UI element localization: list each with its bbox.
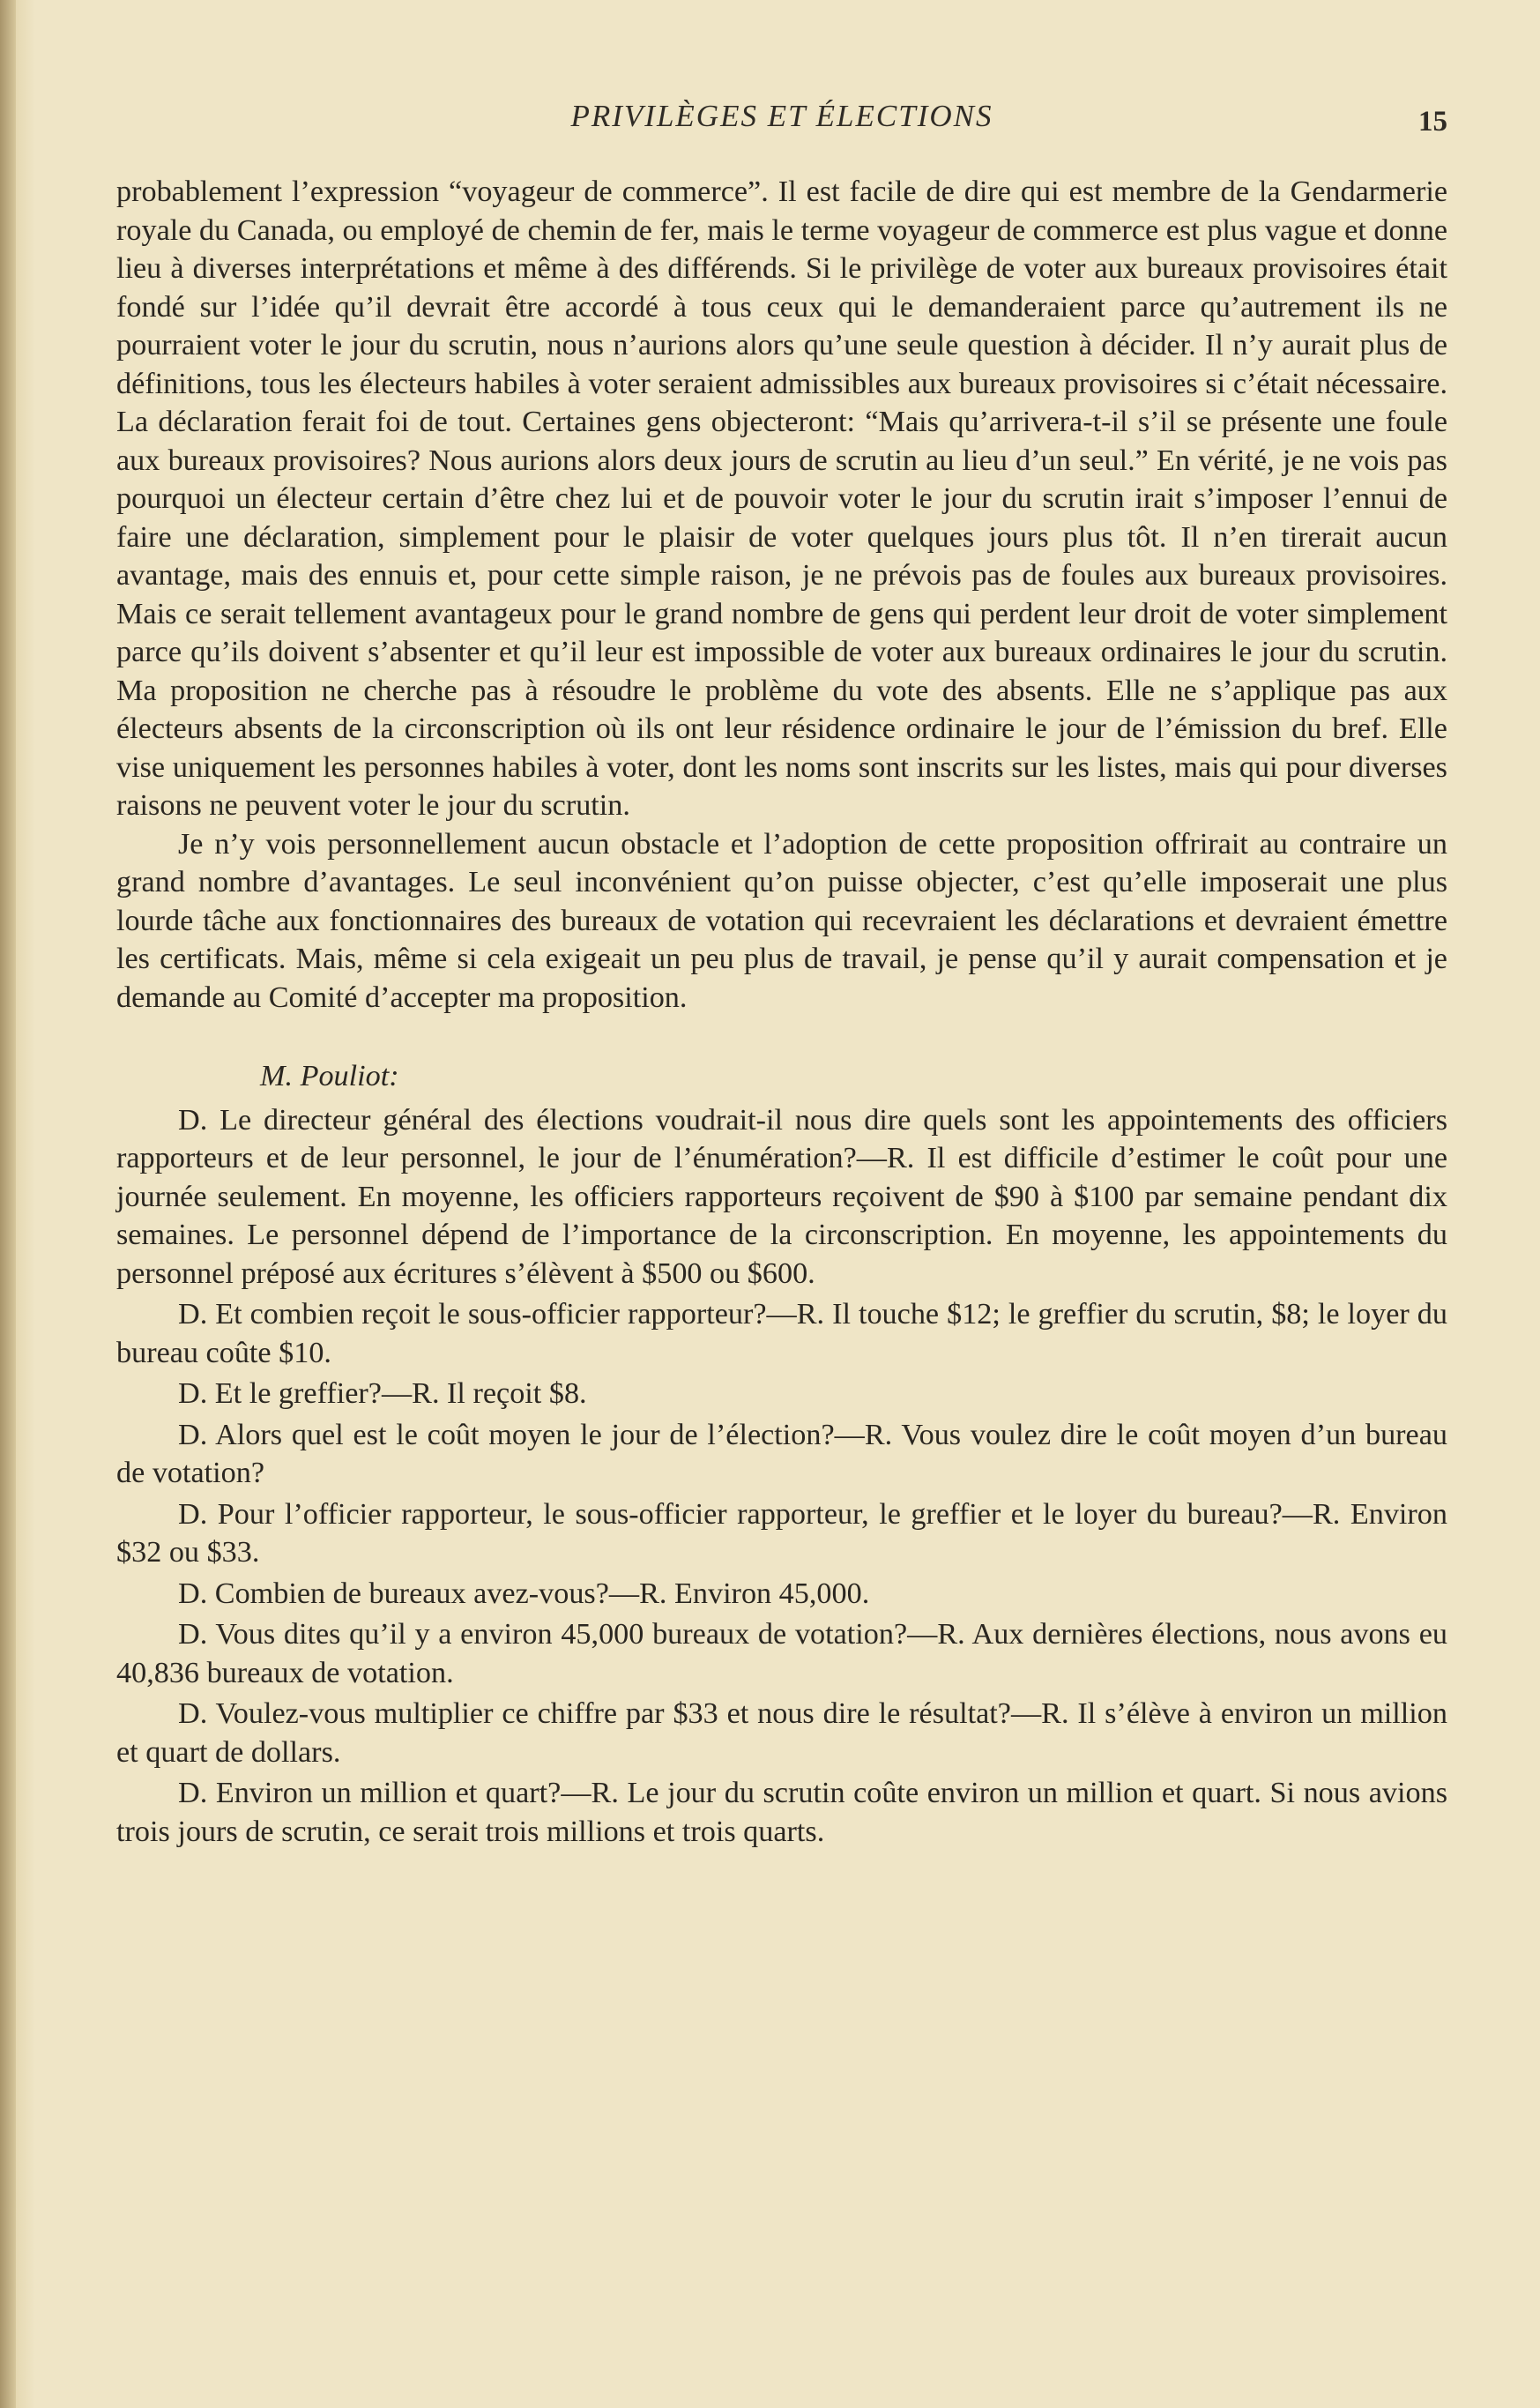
qa-item: D. Alors quel est le coût moyen le jour de l’élection?—R. Vous voulez dire le coût moyen d’un bureau de votation? xyxy=(116,1418,1447,1489)
qa-item: D. Vous dites qu’il y a environ 45,000 bureaux de votation?—R. Aux dernières élections, nous avons eu 40,836 bureaux de votation. xyxy=(116,1618,1447,1689)
qa-item: D. Environ un million et quart?—R. Le jour du scrutin coûte environ un million et quart. Si nous avions trois jours de scrutin, ce serait trois millions et trois quarts. xyxy=(116,1777,1447,1848)
page-header xyxy=(116,99,1447,143)
qa-item: D. Voulez-vous multiplier ce chiffre par $33 et nous dire le résultat?—R. Il s’élève à environ un million et quart de dollars. xyxy=(116,1697,1447,1769)
body-text xyxy=(116,173,1447,1851)
page-number: 15 xyxy=(1418,106,1447,138)
qa-item: D. Et le greffier?—R. Il reçoit $8. xyxy=(178,1377,587,1410)
speaker-name: M. Pouliot: xyxy=(260,1060,399,1092)
qa-item: D. Le directeur général des élections voudrait-il nous dire quels sont les appointements des officiers rapporteurs et de leur personnel, le jour de l’énumération?—R. Il est difficile d’estimer le coût pour une journée seulement. En moyenne, les officiers rapporteurs reçoivent de $90 à $100 par semaine pendant dix semaines. Le personnel dépend de l’importance de la circonscription. En moyenne, les appointements du personnel préposé aux écritures s’élèvent à $500 ou $600. xyxy=(116,1103,1447,1290)
paragraph: Je n’y vois personnellement aucun obstacle et l’adoption de cette proposition offrirait au contraire un grand nombre d’avantages. Le seul inconvénient qu’on puisse objecter, c’est qu’elle imposerait une plus lourde tâche aux fonctionnaires des bureaux de votation qui recevraient les déclarations et devraient émettre les certificats. Mais, même si cela exigeait un peu plus de travail, je pense qu’il y aurait compensation et je demande au Comité d’accepter ma proposition. xyxy=(116,827,1447,1014)
paragraph-continued: probablement l’expression “voyageur de commerce”. Il est facile de dire qui est membre de la Gendarmerie royale du Canada, ou employé de chemin de fer, mais le terme voyageur de commerce est plus vague et donne lieu à diverses interprétations et même à des différends. Si le privilège de voter aux bureaux provisoires était fondé sur l’idée qu’il devrait être accordé à tous ceux qui le demanderaient parce qu’autrement ils ne pourraient voter le jour du scrutin, nous n’aurions alors qu’une seule question à décider. Il n’y aurait plus de définitions, tous les électeurs habiles à voter seraient admissibles aux bureaux provisoires si c’était nécessaire. La déclaration ferait foi de tout. Certaines gens objecteront: “Mais qu’arrivera-t-il s’il se présente une foule aux bureaux provisoires? Nous aurions alors deux jours de scrutin au lieu d’un seul.” En vérité, je ne vois pas pourquoi un électeur certain d’être chez lui et de pouvoir voter le jour du scrutin irait s’imposer l’ennui de faire une déclaration, simplement pour le plaisir de voter quelques jours plus tôt. Il n’en tirerait aucun avantage, mais des ennuis et, pour cette simple raison, je ne prévois pas de foules aux bureaux provisoires. Mais ce serait tellement avantageux pour le grand nombre de gens qui perdent leur droit de voter simplement parce qu’ils doivent s’absenter et qu’il leur est impossible de voter aux bureaux ordinaires le jour du scrutin. Ma proposition ne cherche pas à résoudre le problème du vote des absents. Elle ne s’applique pas aux électeurs absents de la circonscription où ils ont leur résidence ordinaire le jour de l’émission du bref. Elle vise uniquement les personnes habiles à voter, dont les noms sont inscrits sur les listes, mais qui pour diverses raisons ne peuvent voter le jour du scrutin. xyxy=(116,175,1447,822)
page-binding-edge xyxy=(0,0,16,2408)
qa-item: D. Pour l’officier rapporteur, le sous-officier rapporteur, le greffier et le loyer du bureau?—R. Environ $32 ou $33. xyxy=(116,1497,1447,1569)
running-title: PRIVILÈGES ET ÉLECTIONS xyxy=(570,99,993,133)
qa-item: D. Combien de bureaux avez-vous?—R. Environ 45,000. xyxy=(178,1577,870,1610)
qa-item: D. Et combien reçoit le sous-officier rapporteur?—R. Il touche $12; le greffier du scrutin, $8; le loyer du bureau coûte $10. xyxy=(116,1298,1447,1369)
